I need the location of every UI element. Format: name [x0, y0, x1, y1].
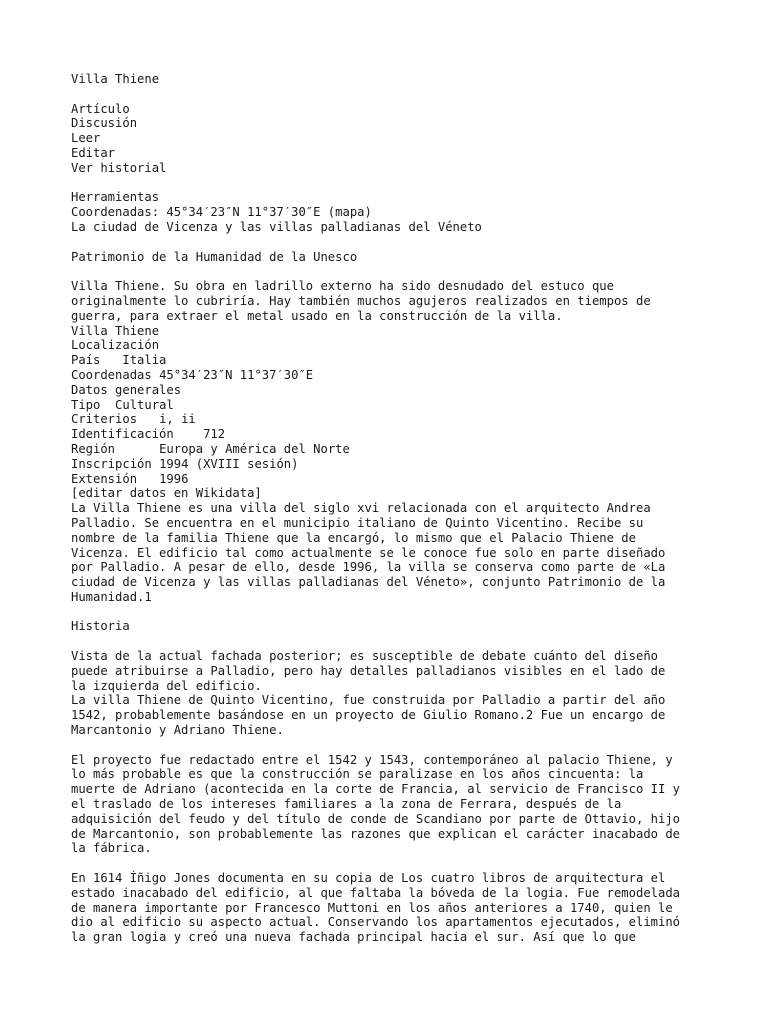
image-caption — [71, 279, 708, 323]
infobox-row-tipo — [71, 398, 708, 413]
section-heading-historia: Historia — [71, 619, 130, 634]
historia-image-caption — [71, 649, 708, 693]
infobox-row-identificacion — [71, 427, 708, 442]
paragraph-line: Marcantonio y Adriano Thiene. — [71, 723, 284, 738]
infobox-row-criterios — [71, 412, 708, 427]
infobox-value: Europa y América del Norte — [159, 441, 350, 456]
paragraph-line: lo más probable es que la construcción se paralizase en los años cincuenta: la — [71, 767, 644, 782]
caption-line: la izquierda del edificio. — [71, 678, 262, 693]
paragraph-line: Humanidad.1 — [71, 589, 152, 604]
infobox-label: Tipo — [71, 397, 101, 412]
paragraph-line: En 1614 Íñigo Jones documenta en su copia de Los cuatro libros de arquitectura el — [71, 871, 666, 886]
paragraph-line: la fábrica. — [71, 841, 152, 856]
infobox-label: Criterios — [71, 412, 138, 427]
infobox-label: Extensión — [71, 471, 138, 486]
historia-paragraph-1 — [71, 693, 708, 737]
caption-line: Vista de la actual fachada posterior; es susceptible de debate cuánto del diseño — [71, 649, 658, 664]
intro-paragraph — [71, 501, 708, 605]
paragraph-line: el traslado de los intereses familiares a la zona de Ferrara, después de la — [71, 797, 622, 812]
paragraph-line: estado inacabado del edificio, al que faltaba la bóveda de la logia. Fue remodelada — [71, 885, 681, 900]
infobox-value: 1994 (XVIII sesión) — [159, 456, 299, 471]
paragraph-line: adquisición del feudo y del título de conde de Scandiano por parte de Ottavio, hijo — [71, 811, 681, 826]
paragraph-line: nombre de la familia Thiene que la encargó, lo mismo que el Palacio Thiene de — [71, 530, 636, 545]
nav-item-editar[interactable]: Editar — [71, 145, 116, 160]
infobox-value: 712 — [203, 427, 226, 442]
nav-item-discusion[interactable]: Discusión — [71, 116, 138, 131]
paragraph-line: muerte de Adriano (acontecida en la corte de Francia, al servicio de Francisco II y — [71, 782, 681, 797]
paragraph-line: Palladio. Se encuentra en el municipio italiano de Quinto Vicentino. Recibe su — [71, 515, 644, 530]
infobox-row-pais — [71, 353, 708, 368]
infobox-row-region — [71, 442, 708, 457]
infobox-name: Villa Thiene — [71, 323, 160, 338]
infobox-value: Cultural — [115, 397, 174, 412]
paragraph-line: ciudad de Vicenza y las villas palladianas del Véneto», conjunto Patrimonio de la — [71, 575, 666, 590]
unesco-heading: Patrimonio de la Humanidad de la Unesco — [71, 249, 358, 264]
paragraph-line: La Villa Thiene es una villa del siglo xvi relacionada con el arquitecto Andrea — [71, 501, 651, 516]
infobox-label: Región — [71, 441, 116, 456]
infobox-value: i, ii — [159, 412, 196, 427]
caption-line: guerra, para extraer el metal usado en la construcción de la villa. — [71, 308, 563, 323]
infobox-label: País — [71, 353, 101, 368]
infobox-value: Italia — [122, 353, 167, 368]
coordinates-line: Coordenadas: 45°34′23″N 11°37′30″E (mapa) — [71, 205, 372, 220]
paragraph-line: Vicenza. El edificio tal como actualmente se le conoce fue solo en parte diseñado — [71, 545, 666, 560]
infobox-row-extension — [71, 472, 708, 487]
caption-line: puede atribuirse a Palladio, pero hay detalles palladianos visibles en el lado de — [71, 663, 666, 678]
paragraph-line: 1542, probablemente basándose en un proyecto de Giulio Romano.2 Fue un encargo de — [71, 708, 666, 723]
infobox-row-inscripcion — [71, 457, 708, 472]
paragraph-line: por Palladio. A pesar de ello, desde 1996, la villa se conserva como parte de «La — [71, 560, 666, 575]
nav-item-articulo[interactable]: Artículo — [71, 101, 130, 116]
nav-item-ver-historial[interactable]: Ver historial — [71, 160, 167, 175]
paragraph-line: dio al edificio su aspecto actual. Conservando los apartamentos ejecutados, eliminó — [71, 915, 681, 930]
page-title: Villa Thiene — [71, 72, 160, 86]
infobox-section-datos: Datos generales — [71, 382, 182, 397]
infobox-value: 1996 — [159, 471, 189, 486]
paragraph-line: La villa Thiene de Quinto Vicentino, fue construida por Palladio a partir del año — [71, 693, 666, 708]
caption-line: originalmente lo cubriría. Hay también muchos agujeros realizados en tiempos de — [71, 293, 651, 308]
heritage-group-line: La ciudad de Vicenza y las villas palladianas del Véneto — [71, 219, 482, 234]
paragraph-line: de manera importante por Francesco Muttoni en los años anteriores a 1740, quien le — [71, 900, 673, 915]
infobox-section-localizacion: Localización — [71, 338, 160, 353]
nav-item-leer[interactable]: Leer — [71, 131, 101, 146]
paragraph-line: la gran logia y creó una nueva fachada principal hacia el sur. Así que lo que — [71, 930, 636, 945]
infobox — [71, 324, 708, 502]
paragraph-line: El proyecto fue redactado entre el 1542 y 1543, contemporáneo al palacio Thiene, y — [71, 752, 673, 767]
historia-paragraph-3 — [71, 871, 708, 945]
wikidata-edit-link[interactable]: [editar datos en Wikidata] — [71, 486, 262, 501]
nav-list — [71, 102, 708, 176]
tools-menu[interactable]: Herramientas — [71, 190, 160, 205]
historia-paragraph-2 — [71, 753, 708, 857]
infobox-label: Coordenadas — [71, 367, 152, 382]
infobox-label: Inscripción — [71, 456, 152, 471]
paragraph-line: de Marcantonio, son probablemente las razones que explican el carácter inacabado de — [71, 826, 681, 841]
infobox-value: 45°34′23″N 11°37′30″E — [159, 367, 314, 382]
infobox-label: Identificación — [71, 427, 174, 442]
infobox-row-coordenadas — [71, 368, 708, 383]
caption-line: Villa Thiene. Su obra en ladrillo externo ha sido desnudado del estuco que — [71, 279, 614, 294]
